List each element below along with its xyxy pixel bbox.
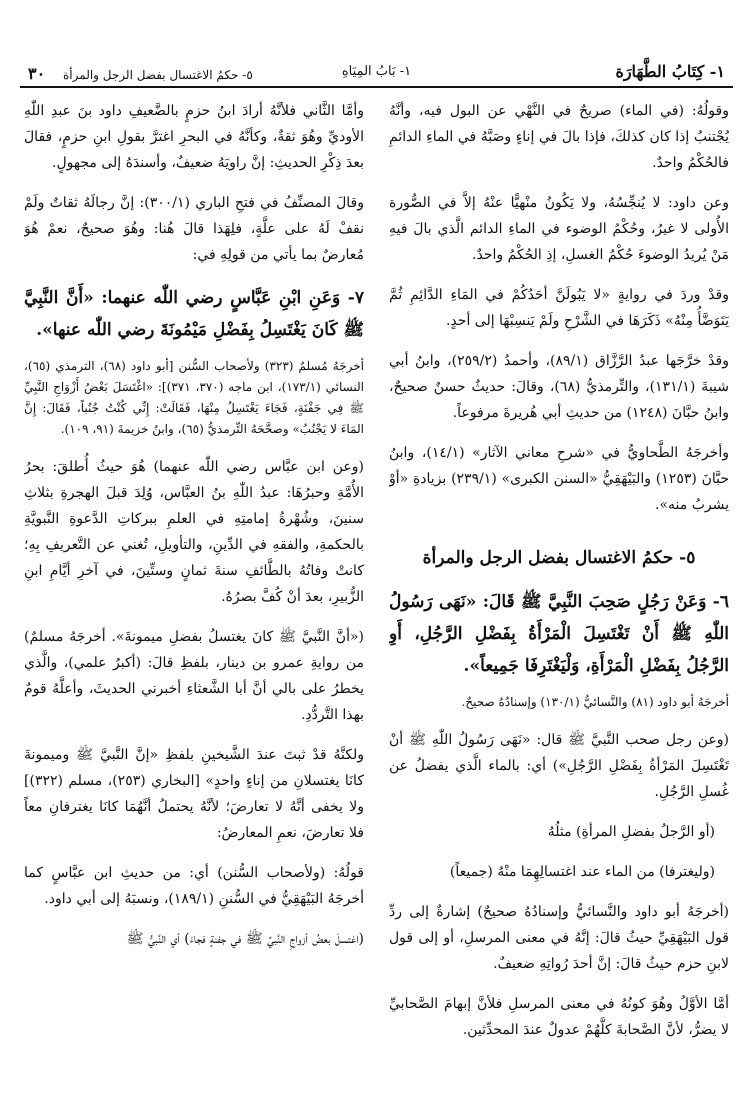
paragraph: وعن داود: لا يُنجِّسُهُ، ولا يَكُونُ منْهيًّا عنْهُ إلاَّ في الصُّورة الأُولى لا غيرُ، وحُكْمُ الوضوء في الماءِ الدائم الَّذي بالَ فيهِ مَنْ يُريدُ الوضوءَ حُكْمُ الغسلِ، إذِ الحُكْمُ واحدٌ. (389, 195, 729, 263)
right-column (389, 98, 729, 1084)
takhrij-note: أخرجَهُ أبو داود (٨١) والنَّسائيُّ (١٣٠/١) وإسنادُهُ صحيحٌ. (461, 695, 729, 709)
paragraph: (وعن ابن عبَّاس رضي اللّٰه عنهما) هُوَ حيثُ أُطلقَ: بحرُ الأُمَّةِ وحبرُهَا: عبدُ اللّٰهِ بنُ العبَّاس، وُلِدَ قبلَ الهجرةِ بثلاثِ سنينَ، وشُهْرةُ إمامتِهِ في العلمِ ببركاتِ الدَّعوةِ النَّبويَّةِ بالحكمةِ، والفقهِ في الدِّينِ، والتأويلِ، تُغني عن التَّعريفِ بِهِ؛ كانتْ وفاتُهُ بالطَّائفِ سنةَ ثمانٍ وستِّينَ، في آخرِ أيَّامِ ابنِ الزُّبيرِ، بعدَ أنْ كُفَّ بصرُهُ. (24, 459, 364, 605)
paragraph: وأخرجَهُ الطَّحاويُّ في «شرحِ معاني الآثار» (١٤/١)، وابنُ حبَّانَ (١٢٥٣) والبَيْهَقِيُّ «السنن الكبرى» (٢٣٩/١) بزيادةِ «أوْ يشربُ منه». (389, 445, 729, 513)
paragraph: ولكنَّهُ قدْ ثبتَ عندَ الشَّيخينِ بلفظِ «إنَّ النَّبيَّ ﷺ وميمونةَ كانَا يغتسلانِ من إناءٍ واحدٍ» [البخاري (٢٥٣)، مسلم (٣٢٢)] ولا يخفى أنَّهُ لا تعارضَ؛ لأنَّهُ يحتملُ أنَّهُمَا كانَا يغترفانِ معاً فلا تعارضَ، نعمِ المعارضُ: (24, 747, 364, 841)
running-header (20, 58, 733, 88)
paragraph: (أخرجَهُ أبو داود والنَّسائيُّ وإسنادُهُ صحيحٌ) إشارةٌ إلى ردِّ قول البَيْهَقِيِّ حيثُ قالَ: إنَّهُ في معنى المرسلِ، أو إلى قول لابنِ حزم حيثُ قالَ: إنَّ أحدَ رُواتِهِ ضعيفٌ. (389, 904, 729, 972)
section-heading: ٥- حكمُ الاغتسال بفضل الرجل والمرأة (422, 548, 696, 568)
paragraph: (وليغترفا) من الماء عند اغتسالِهِمَا منْهُ (جميعاً) (449, 864, 715, 880)
paragraph: وقالَ المصنِّفُ في فتحِ الباري (٣٠٠/١): إنَّ رجالَهُ ثقاتٌ ولَمْ نقفْ لَهُ على علَّةٍ، فلِهَذا قالَ هُنا: وهُوَ صحيحٌ، نعمْ هُوَ مُعارضٌ بما يأتي من قولِهِ في: (24, 195, 364, 263)
header-book-title: ١- كِتَابُ الطَّهَارَة (615, 62, 725, 81)
header-chapter-title: ١- بَابُ المِيَاهِ (341, 64, 412, 79)
paragraph: قولُهُ: (ولأصحاب السُّنن) أي: من حديثِ ابن عبَّاسٍ كما أخرجَهُ البَيْهَقِيُّ في السُّننِ (١٨٩/١)، ونسبَهُ إلى أبي داود. (24, 865, 364, 907)
takhrij-note: أخرجَهُ مُسلمٌ (٣٢٣) ولأصحاب السُّنن [أبو داود (٦٨)، الترمذي (٦٥)، النسائي (١٧٣/١)، ابن ماجه (٣٧٠، ٣٧١)]: «اغْتَسَلَ بَعْضُ أَزْوَاجِ النَّبِيِّ ﷺ فِي جَفْنَةٍ، فَجَاءَ يَغْتَسِلُ مِنْهَا، فَقَالَتْ: إِنِّي كُنْتُ جُنُباً، فَقَالَ: إِنَّ المَاءَ لا يَجْنُبُ» وصحَّحَهُ التِّرمذيُّ (٦٥)، وابنُ خزيمةَ (٩١، ١٠٩). (24, 359, 364, 436)
paragraph: وقولُهُ: (في الماء) صريحٌ في النَّهْي عن البول فيه، وأنَّهُ يُجْتنبُ إذا كان كذلكَ، فإذا بالَ في إناءٍ وصَبَّهُ في الماءِ الدائمِ فالحُكْمُ واحدٌ. (389, 103, 729, 171)
left-column (24, 98, 364, 1084)
paragraph: («أنَّ النَّبيَّ ﷺ كانَ يغتسلُ بفضلِ ميمونةَ». أخرجَهُ مسلمٌ) من روايةِ عمرو بن دينار، بلفظِ قالَ: (أكبرُ علمي)، والَّذي يخطرُ على بالي أنَّ أبا الشَّعثاءِ أخبرني الحديثَ، وأعلَّهُ قومٌ بهذا التَّردُّدِ. (24, 629, 364, 723)
paragraph: أمَّا الأوَّلُ وهُوَ كونُهُ في معنى المرسلِ فلأنَّ إبهامَ الصَّحابيِّ لا يضرُّ، لأنَّ الصَّحابةَ كلَّهُمْ عدولٌ عندَ المحدِّثين. (389, 996, 729, 1038)
paragraph: (أو الرَّجلُ بفضلِ المرأةِ) مثلُهُ (547, 824, 715, 840)
header-left (28, 64, 253, 83)
paragraph: (اغتسلَ بعضُ أزواجِ النَّبيِّ ﷺ في جفنةٍ فجاءَ) أي النَّبيُّ ﷺ (126, 931, 364, 947)
paragraph: وأمَّا الثَّاني فلأنَّهُ أرادَ ابنُ حزمٍ بالضَّعيفِ داود بنَ عبدِ اللّٰهِ الأوديِّ وهُوَ ثقةٌ، وكأنَّهُ في البحرِ اغترَّ بقولِ ابنِ حزمٍ، فقالَ بعدَ ذِكْرِ الحديثِ: إنَّ راويَهُ ضعيفٌ، وأسندَهُ إلى مجهولٍ. (24, 103, 364, 171)
paragraph: وقدْ وردَ في روايةٍ «لا يَبُولَنَّ أحَدُكُمْ في المَاءِ الدَّائِمِ ثُمَّ يَتَوَضَّأُ مِنْهُ» ذَكَرَهَا في الشَّرْحِ ولَمْ يَنسِبْهَا إلى أحدٍ. (389, 287, 729, 329)
header-section-title: ٥- حكمُ الاغتسال بفضل الرجل والمرأة (63, 68, 253, 82)
page-number: ٣٠ (28, 64, 46, 83)
header-rule (20, 86, 733, 88)
paragraph: (وعن رجل صحب النَّبيَّ ﷺ قال: «نَهَى رَسُولُ اللّٰهِ ﷺ أنْ تَغْتَسِلَ المَرْأةُ بِفَضْلِ الرَّجُلِ») أي: بالماء الَّذي يفضلُ عن غُسلِ الرَّجُلِ. (389, 732, 729, 800)
hadith-text: ٦- وَعَنْ رَجُلٍ صَحِبَ النَّبِيَّ ﷺ قَالَ: «نَهَى رَسُولُ اللّٰهِ ﷺ أَنْ تَغْتَسِلَ الْمَرْأَةُ بِفَضْلِ الرَّجُلِ، أَوِ الرَّجُلُ بِفَضْلِ الْمَرْأَةِ، وَلْيَغْتَرِفَا جَمِيعاً». (389, 592, 729, 676)
hadith-text: ٧- وَعَنِ ابْنِ عَبَّاسٍ رضي اللّٰه عنهما: «أَنَّ النَّبِيَّ ﷺ كَانَ يَغْتَسِلُ بِفَضْلِ مَيْمُونَةَ رضي اللّٰه عنها». (24, 288, 364, 340)
paragraph: وقدْ خرَّجَها عبدُ الرَّزَّاق (٨٩/١)، وأحمدُ (٢٥٩/٢)، وابنُ أبي شيبةَ (١٣١/١)، والتِّرمذيُّ (٦٨)، وقالَ: حديثٌ حسنٌ صحيحٌ، وابنُ حبَّانَ (١٢٤٨) من حديثِ أبي هُريرةَ مرفوعاً. (389, 353, 729, 421)
